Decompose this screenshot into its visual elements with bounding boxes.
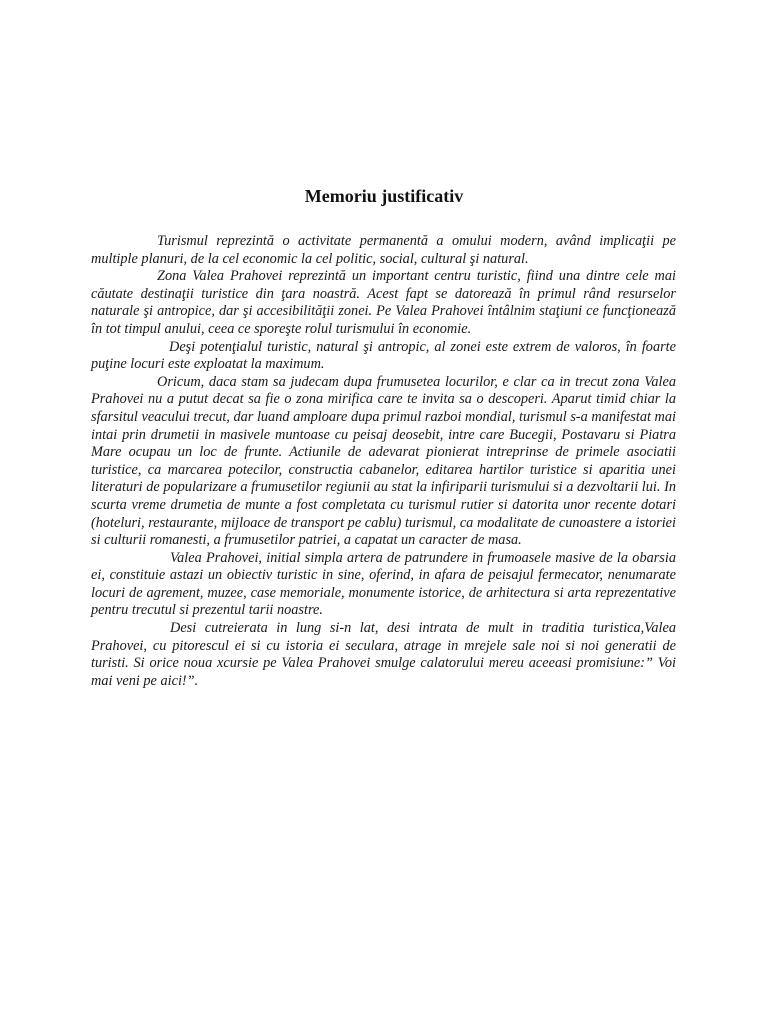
paragraph-2: Zona Valea Prahovei reprezintă un important centru turistic, fiind una dintre cele mai căutate destinaţii turistice din ţara noastră. Acest fapt se datorează în primul rând resurselor naturale şi antropice, dar şi accesibilităţii zonei. Pe Valea Prahovei întâlnim staţiuni ce funcţionează în tot timpul anului, ceea ce sporeşte rolul turismului în economie.	[91, 268, 676, 337]
document-title: Memoriu justificativ	[304, 186, 464, 206]
paragraph-6: Desi cutreierata in lung si-n lat, desi intrata de mult in traditia turistica,Valea Prahovei, cu pitorescul ei si cu istoria ei seculara, atrage in mrejele sale noi si noi generatii de turisti. Si orice noua xcursie pe Valea Prahovei smulge calatorului mereu aceeasi promisiune:” Voi mai veni pe aici!”.	[91, 620, 676, 689]
paragraph-1: Turismul reprezintă o activitate permanentă a omului modern, având implicaţii pe multiple planuri, de la cel economic la cel politic, social, cultural şi natural.	[91, 233, 676, 267]
paragraph-4: Oricum, daca stam sa judecam dupa frumusetea locurilor, e clar ca in trecut zona Valea Prahovei nu a putut decat sa fie o zona mirifica care te invita sa o descoperi. Aparut timid chiar la sfarsitul veacului trecut, dar luand amploare dupa primul razboi mondial, turismul s-a manifestat mai intai prin drumetii in masivele muntoase cu peisaj deosebit, intre care Bucegii, Postavaru si Piatra Mare ocupau un loc de frunte. Actiunile de adevarat pionierat intreprinse de primele asociatii turistice, ca marcarea potecilor, constructia cabanelor, editarea hartilor turistice si aparitia unei literaturi de popularizare a frumusetilor regiunii au stat la infiriparii turismului si a dezvoltarii lui. In scurta vreme drumetia de munte a fost completata cu turismul rutier si datorita unor recente dotari (hoteluri, restaurante, mijloace de transport pe cablu) turismul, ca modalitate de cunoastere a istoriei si culturii romanesti, a frumusetilor patriei, a capatat un caracter de masa.	[91, 373, 676, 549]
paragraph-5: Valea Prahovei, initial simpla artera de patrundere in frumoasele masive de la obarsia ei, constituie astazi un obiectiv turistic in sine, oferind, in afara de peisajul fermecator, nenumarate locuri de agrement, muzee, case memoriale, monumente istorice, de arhitectura si arta reprezentative pentru trecutul si prezentul tarii noastre.	[91, 549, 676, 619]
document-body	[91, 233, 676, 690]
paragraph-3: Deşi potenţialul turistic, natural şi antropic, al zonei este extrem de valoros, în foarte puţine locuri este exploatat la maximum.	[91, 338, 676, 373]
